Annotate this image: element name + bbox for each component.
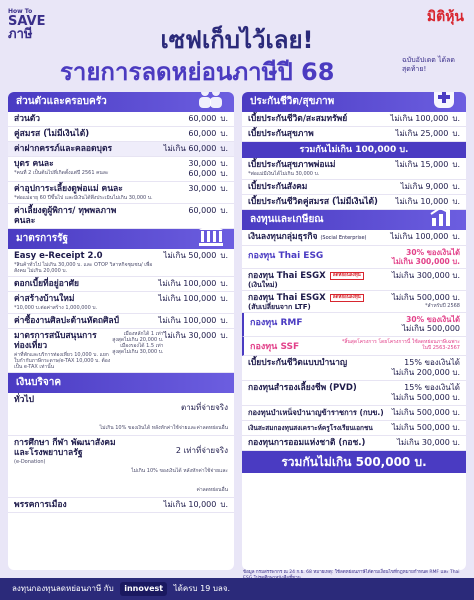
row-parents-health [242, 158, 466, 180]
v: 30,000 [188, 184, 217, 193]
insurance-total: รวมกันไม่เกิน 100,000 บ. [242, 142, 466, 158]
unit: บ. [452, 129, 460, 138]
value-child [188, 159, 228, 179]
section-gov [8, 229, 234, 249]
row-life-ins [242, 112, 466, 127]
unit: บ. [452, 182, 460, 191]
row-rmf [242, 313, 466, 337]
innovest-logo: innovest [120, 582, 167, 596]
row-teacher-fund [242, 421, 466, 436]
label-health-ins: เบี้ยประกันสุขภาพ [248, 129, 314, 139]
value-teacher-fund: ไม่เกิน 500,000 บ. [391, 423, 460, 432]
value-thai-esg [392, 248, 460, 266]
value-social-sec [401, 182, 460, 192]
v: ตามที่จ่ายจริง [181, 403, 228, 412]
value-thai-esgx-new: ไม่เกิน 300,000 บ. [391, 271, 460, 280]
value-disabled [188, 206, 228, 216]
t: กองทุน Thai ESGX [248, 271, 326, 281]
unit: บ. [452, 114, 460, 123]
unit: บ. [452, 232, 460, 241]
section-insurance-title: ประกันชีวิต/สุขภาพ [250, 96, 335, 107]
row-spouse [8, 127, 234, 142]
label-teacher-fund: เงินสะสมกองทุนสงเคราะห์ครูโรงเรียนเอกชน [248, 424, 373, 432]
label-life-ins: เบี้ยประกันชีวิต/สะสมทรัพย์ [248, 114, 348, 124]
v: 60,000 [188, 206, 217, 215]
v: ไม่เกิน 30,000 [163, 331, 217, 340]
ssf-note: *สิ้นสุดโครงการ โดยโครงการนี้ ใช้ลดหย่อนภาษีเฉพาะในปี 2563-2567 [341, 339, 460, 351]
t: กองทุน Thai ESGX [248, 293, 326, 303]
label-edu [14, 438, 124, 465]
label-general: ทั่วไป [14, 395, 35, 405]
label-gpf: กองทุนบำเหน็จบำนาญข้าราชการ (กบข.) [248, 408, 384, 417]
pct: 15% ของเงินได้ [404, 358, 460, 367]
badge: ลดหย่อนลงทุน [330, 272, 364, 280]
t: บุตร คนละ [14, 159, 54, 169]
limit: ไม่เกิน 500,000 บ. [391, 393, 460, 402]
v: ไม่เกิน 10,000 [163, 500, 217, 509]
badge: ลดหย่อนลงทุน [330, 294, 364, 302]
value-general [100, 395, 228, 433]
section-donation [8, 373, 234, 393]
unit: บ. [220, 294, 228, 303]
v: 60,000 [188, 114, 217, 123]
value-newhouse [158, 294, 228, 304]
title-note: ฉบับอัปเดต ได้ลดสุดท้าย! [402, 56, 455, 73]
section-invest [242, 210, 466, 230]
row-craft [8, 314, 234, 329]
pct: 30% ของเงินได้ [406, 248, 460, 257]
value-maternity [163, 144, 228, 154]
row-health-ins [242, 127, 466, 142]
row-ssf [242, 337, 466, 356]
section-personal-title: ส่วนตัวและครอบครัว [16, 96, 107, 107]
row-nsf [242, 436, 466, 451]
label-mortgage: ดอกเบี้ยที่อยู่อาศัย [14, 279, 79, 289]
label-ereceipt [14, 251, 154, 274]
row-thai-esg [242, 246, 466, 269]
row-child [8, 157, 234, 182]
title-line2 [60, 52, 334, 91]
footer-banner[interactable] [0, 578, 474, 600]
child-sub: *คนที่ 2 เป็นต้นไปที่เกิดตั้งแต่ปี 2561 คนละ [14, 170, 109, 176]
v: ไม่เกิน 9,000 [400, 182, 449, 191]
section-donation-title: เงินบริจาค [16, 377, 62, 388]
unit: บ. [220, 316, 228, 325]
general-note: ไม่เกิน 10% ของเงินได้ หลังหักค่าใช้จ่ายและค่าลดหย่อนอื่น [99, 425, 228, 431]
parents-sub: *พ่อแม่อายุ 60 ปีขึ้นไป และมีเงินได้พึงประเมินไม่เกิน 30,000 บ. [14, 195, 153, 201]
v: 2 เท่าที่จ่ายจริง [175, 446, 228, 455]
sub: (สับเปลี่ยนจาก LTF) [248, 303, 311, 311]
v: ไม่เกิน 60,000 [163, 144, 217, 153]
brand-save: SAVE [8, 14, 46, 29]
row-tourism [8, 329, 234, 373]
unit: บ. [220, 279, 228, 288]
brand-tax: ภาษี [8, 27, 33, 42]
unit: บ. [220, 114, 228, 123]
value-gpf: ไม่เกิน 500,000 บ. [391, 408, 460, 417]
unit: บ. [220, 331, 228, 340]
value-life-ins [390, 114, 460, 124]
label-spouse-life: เบี้ยประกันชีวิตคู่สมรส (ไม่มีเงินได้) [248, 197, 378, 207]
row-newhouse [8, 292, 234, 314]
value-parents-health [395, 160, 460, 170]
fund-rmf: กองทุน RMF [250, 318, 303, 328]
pct: 30% ของเงินได้ [406, 315, 460, 324]
unit: บ. [220, 184, 228, 193]
v: ไม่เกิน 10,000 [395, 197, 449, 206]
label-tourism [14, 331, 111, 370]
row-ereceipt [8, 249, 234, 277]
title-line1: เซฟเก็บไว้เลย! [160, 26, 314, 54]
tourism-sub: ค่าที่พักและบริการท่องเที่ยว 10,000 บ. แยกใบกำกับภาษีกระดาษ/e-TAX 10,000 บ. ต้องเป็น e-TAX เท่านั้น [14, 352, 111, 370]
row-party [8, 498, 234, 513]
v: ไม่เกิน 100,000 [158, 294, 217, 303]
section-personal [8, 92, 234, 112]
government-building-icon [196, 221, 226, 247]
v: 60,000 [188, 129, 217, 138]
value-health-ins [395, 129, 460, 139]
label-parents [14, 184, 153, 201]
unit: บ. [220, 144, 228, 153]
label-spouse: คู่สมรส (ไม่มีเงินได้) [14, 129, 90, 139]
value-parents [188, 184, 228, 194]
limit: ไม่เกิน 300,000 บ. [392, 257, 460, 266]
value-ereceipt [163, 251, 228, 261]
t: มาตรการสนับสนุนการท่องเที่ยว [14, 331, 97, 351]
v: ไม่เกิน 100,000 [390, 232, 449, 241]
label-social-sec: เบี้ยประกันสังคม [248, 182, 308, 192]
edu-note: ไม่เกิน 10% ของเงินได้ หลังหักค่าใช้จ่ายและค่าลดหย่อนอื่น [131, 468, 228, 493]
fund-ssf: กองทุน SSF [250, 342, 300, 352]
note: *สำหรับปี 2568 [424, 303, 460, 309]
value-tourism [163, 331, 228, 341]
v: ไม่เกิน 15,000 [395, 160, 449, 169]
row-social-sec [242, 180, 466, 195]
right-column [242, 92, 466, 570]
label-child [14, 159, 109, 176]
brand-small: How To [8, 8, 33, 15]
pct: 15% ของเงินได้ [404, 383, 460, 392]
label-se [248, 232, 367, 243]
value-thai-esgx-ltf [392, 293, 460, 309]
unit: บ. [220, 251, 228, 260]
t: เบี้ยประกันสุขภาพพ่อแม่ [248, 160, 336, 170]
parents-health-sub: *พ่อแม่มีเงินได้ไม่เกิน 30,000 บ. [248, 171, 320, 177]
title-line2-text: รายการลดหย่อนภาษีปี [60, 58, 293, 86]
tourism-mid-note: เมืองหลักได้ 1 เท่า สูงสุดไม่เกิน 20,000 บ. เมืองรองได้ 1.5 เท่า สูงสุดไม่เกิน 30,000 บ. [112, 331, 164, 355]
footer-text: ลงทุนกองทุนลดหย่อนภาษี กับ [12, 584, 114, 593]
row-edu-donation [8, 436, 234, 498]
value-craft [158, 316, 228, 326]
t: ค่าสร้างบ้านใหม่ [14, 294, 75, 304]
label-parents-health [248, 160, 336, 177]
section-insurance [242, 92, 466, 112]
row-gpf [242, 406, 466, 421]
label-personal: ส่วนตัว [14, 114, 41, 124]
row-mortgage [8, 277, 234, 292]
row-annuity [242, 356, 466, 381]
row-maternity [8, 142, 234, 157]
v: ไม่เกิน 500,000 บ. [391, 293, 460, 302]
v: 30,000 [188, 159, 217, 168]
fund-thai-esgx-new [248, 271, 364, 288]
edu-sub: (e-Donation) [14, 459, 46, 465]
unit: บ. [220, 206, 228, 215]
se-sub: (Social Enterprise) [320, 235, 367, 241]
t: เงินลงทุนกลุ่มธุรกิจ [248, 232, 318, 242]
value-pvd [392, 383, 460, 403]
value-mortgage [158, 279, 228, 289]
row-social-enterprise [242, 230, 466, 246]
mitihoon-logo: มิติหุ้น [426, 9, 464, 25]
label-maternity: ค่าฝากครรภ์และคลอดบุตร [14, 144, 113, 154]
section-invest-title: ลงทุนและเกษียณ [250, 214, 324, 225]
value-rmf [402, 315, 460, 334]
footnote: ข้อมูล กรมสรรพากร ณ 24 ก.ย. 68 หมายเหตุ: ใช้ลดหย่อนภาษีได้ตามเงื่อนไขที่กฎหมายกำหนด RMF และ Thai [243, 570, 460, 575]
left-column [8, 92, 234, 570]
family-icon [196, 92, 226, 110]
row-thai-esgx-ltf [242, 291, 466, 313]
label-disabled: ค่าเลี้ยงดูผู้พิการ/ ทุพพลภาพ คนละ [14, 206, 117, 226]
v: ไม่เกิน 100,000 [158, 316, 217, 325]
sub: (เงินใหม่) [248, 281, 278, 289]
limit: ไม่เกิน 200,000 บ. [391, 368, 460, 377]
limit: ไม่เกิน 500,000 [402, 324, 460, 333]
unit2: บ. [220, 169, 228, 178]
unit: บ. [452, 197, 460, 206]
label-nsf: กองทุนการออมแห่งชาติ (กอช.) [248, 438, 366, 448]
unit: บ. [452, 160, 460, 169]
label-party: พรรคการเมือง [14, 500, 67, 510]
growth-chart-icon [428, 202, 458, 228]
t: ค่าอุปการะเลี้ยงดูพ่อแม่ คนละ [14, 184, 123, 194]
value-personal [188, 114, 228, 124]
label-annuity: เบี้ยประกันชีวิตแบบบำนาญ [248, 358, 348, 368]
v: ไม่เกิน 100,000 [390, 114, 449, 123]
label-pvd: กองทุนสำรองเลี้ยงชีพ (PVD) [248, 383, 357, 393]
title-year: 68 [301, 58, 335, 86]
v: ไม่เกิน 50,000 [163, 251, 217, 260]
v2: 60,000 [188, 169, 217, 178]
value-annuity [392, 358, 460, 378]
value-se [390, 232, 460, 242]
t: Easy e-Receipt 2.0 [14, 251, 103, 261]
ereceipt-sub: *สินค้าทั่วไป ไม่เกิน 30,000 บ. และ OTOP วิสาหกิจชุมชน/ เพื่อสังคม ไม่เกิน 20,000 บ. [14, 262, 153, 274]
label-newhouse [14, 294, 97, 311]
row-general-donation [8, 393, 234, 436]
fund-thai-esgx-ltf [248, 293, 364, 310]
value-edu [128, 438, 228, 495]
retire-grand-total: รวมกันไม่เกิน 500,000 บ. [242, 451, 466, 473]
unit: บ. [220, 500, 228, 509]
row-thai-esgx-new [242, 269, 466, 291]
v: ไม่เกิน 100,000 [158, 279, 217, 288]
t: การศึกษา กีฬา พัฒนาสังคม และโรงพยาบาลรัฐ [14, 438, 116, 458]
unit: บ. [220, 129, 228, 138]
row-pvd [242, 381, 466, 406]
v: ไม่เกิน 25,000 [395, 129, 449, 138]
fund-thai-esg: กองทุน Thai ESG [248, 251, 324, 261]
health-shield-icon [428, 92, 458, 110]
value-party [163, 500, 228, 510]
row-personal [8, 112, 234, 127]
footer-suffix: ได้ครบ 19 บลจ. [173, 584, 231, 593]
row-parents [8, 182, 234, 204]
label-craft: ค่าซื้องานศิลปะด้านหัตถศิลป์ [14, 316, 120, 326]
value-nsf: ไม่เกิน 30,000 บ. [396, 438, 460, 447]
unit: บ. [220, 159, 228, 168]
newhouse-sub: *10,000 บ.ต่อค่าสร้าง 1,000,000 บ. [14, 305, 98, 311]
section-gov-title: มาตรการรัฐ [16, 233, 69, 244]
value-spouse [188, 129, 228, 139]
